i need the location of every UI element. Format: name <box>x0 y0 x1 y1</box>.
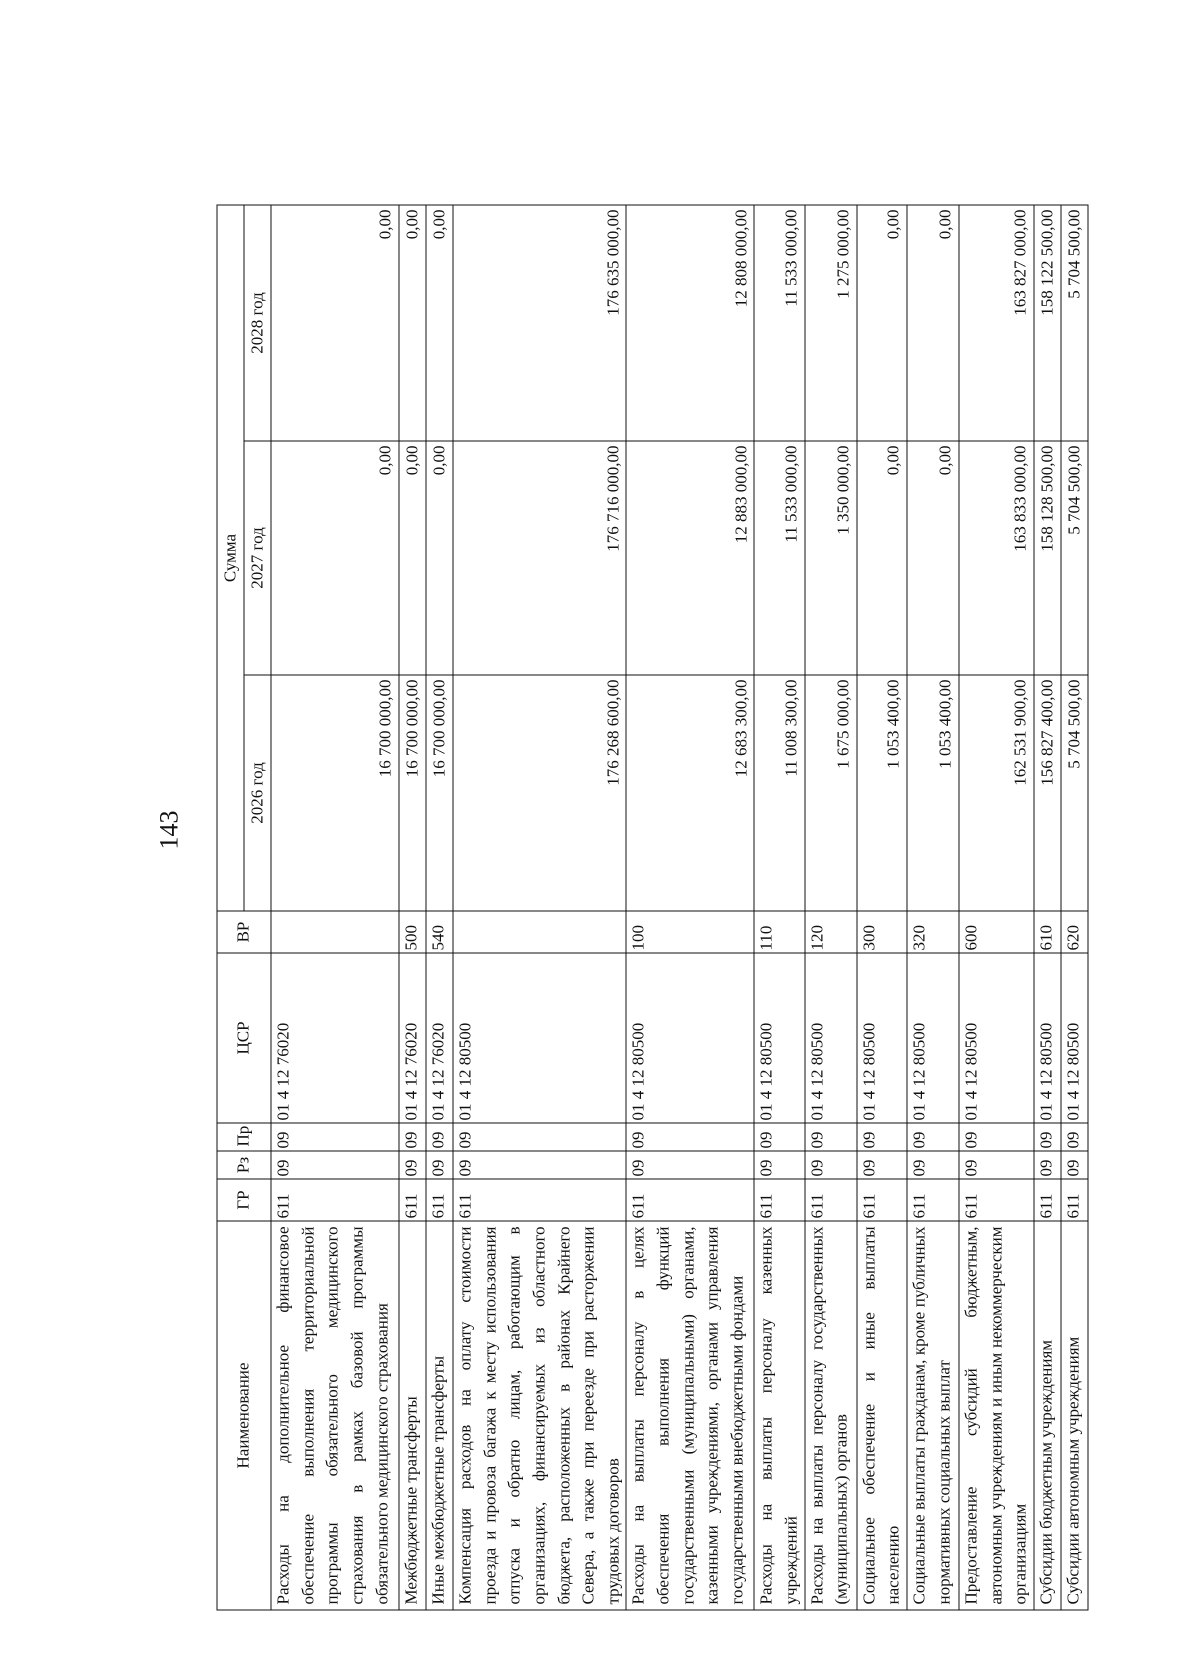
row-2026: 156 827 400,00 <box>1034 675 1061 911</box>
table-row <box>626 205 754 1610</box>
row-pr: 09 <box>1061 1123 1088 1151</box>
row-pr: 09 <box>907 1123 959 1151</box>
table-row <box>399 205 426 1610</box>
row-csr: 01 4 12 80500 <box>453 953 626 1123</box>
header-2028: 2028 год <box>244 205 271 441</box>
row-gr: 611 <box>271 1179 399 1221</box>
row-2028: 1 275 000,00 <box>805 205 857 441</box>
header-pr: Пр <box>217 1123 271 1151</box>
header-csr: ЦСР <box>217 953 271 1123</box>
header-2027: 2027 год <box>244 441 271 675</box>
row-2028: 158 122 500,00 <box>1034 205 1061 441</box>
row-rz: 09 <box>857 1151 907 1179</box>
table-row <box>1061 205 1088 1610</box>
row-rz: 09 <box>453 1151 626 1179</box>
row-vr: 610 <box>1034 911 1061 953</box>
row-2028: 0,00 <box>907 205 959 441</box>
row-csr: 01 4 12 80500 <box>1061 953 1088 1123</box>
table-row <box>1034 205 1061 1610</box>
row-2027: 0,00 <box>399 441 426 675</box>
row-2027: 163 833 000,00 <box>959 441 1034 675</box>
row-2027: 5 704 500,00 <box>1061 441 1088 675</box>
row-name: Расходы на выплаты персоналу в целях обеспечения выполнения функций государственными (муниципальными) органами, казенными учреждениями, органами управления государственными внебюджетными фондами <box>626 1221 754 1610</box>
header-gr: ГР <box>217 1179 271 1221</box>
row-vr <box>453 911 626 953</box>
row-name: Предоставление субсидий бюджетным, автономным учреждениям и иным некоммерческим организациям <box>959 1221 1034 1610</box>
row-rz: 09 <box>754 1151 804 1179</box>
row-gr: 611 <box>453 1179 626 1221</box>
table-row <box>754 205 804 1610</box>
row-pr: 09 <box>805 1123 857 1151</box>
row-2028: 0,00 <box>857 205 907 441</box>
row-2026: 5 704 500,00 <box>1061 675 1088 911</box>
row-pr: 09 <box>857 1123 907 1151</box>
table-row <box>426 205 453 1610</box>
row-csr: 01 4 12 76020 <box>271 953 399 1123</box>
row-2028: 5 704 500,00 <box>1061 205 1088 441</box>
row-2026: 11 008 300,00 <box>754 675 804 911</box>
row-csr: 01 4 12 80500 <box>1034 953 1061 1123</box>
row-name: Социальное обеспечение и иные выплаты населению <box>857 1221 907 1610</box>
table-row <box>271 205 399 1610</box>
row-vr: 110 <box>754 911 804 953</box>
row-name: Расходы на дополнительное финансовое обеспечение выполнения территориальной программы обязательного медицинского страхования в рамках базовой программы обязательного медицинского страхования <box>271 1221 399 1610</box>
header-sum: Сумма <box>217 205 244 911</box>
row-vr: 620 <box>1061 911 1088 953</box>
row-2027: 0,00 <box>907 441 959 675</box>
row-vr: 320 <box>907 911 959 953</box>
row-rz: 09 <box>805 1151 857 1179</box>
row-gr: 611 <box>626 1179 754 1221</box>
row-csr: 01 4 12 80500 <box>805 953 857 1123</box>
row-pr: 09 <box>754 1123 804 1151</box>
row-2028: 163 827 000,00 <box>959 205 1034 441</box>
row-2026: 1 675 000,00 <box>805 675 857 911</box>
row-vr: 500 <box>399 911 426 953</box>
row-2028: 0,00 <box>271 205 399 441</box>
row-gr: 611 <box>857 1179 907 1221</box>
row-pr: 09 <box>426 1123 453 1151</box>
row-2027: 12 883 000,00 <box>626 441 754 675</box>
row-name: Иные межбюджетные трансферты <box>426 1221 453 1610</box>
row-2026: 12 683 300,00 <box>626 675 754 911</box>
row-2027: 0,00 <box>426 441 453 675</box>
header-vr: ВР <box>217 911 271 953</box>
row-name: Субсидии бюджетным учреждениям <box>1034 1221 1061 1610</box>
table-row <box>453 205 626 1610</box>
table-row <box>959 205 1034 1610</box>
row-name: Расходы на выплаты персоналу казенных учреждений <box>754 1221 804 1610</box>
row-gr: 611 <box>805 1179 857 1221</box>
row-csr: 01 4 12 76020 <box>399 953 426 1123</box>
row-csr: 01 4 12 80500 <box>959 953 1034 1123</box>
row-rz: 09 <box>1061 1151 1088 1179</box>
row-rz: 09 <box>399 1151 426 1179</box>
row-gr: 611 <box>1061 1179 1088 1221</box>
row-csr: 01 4 12 80500 <box>857 953 907 1123</box>
row-2027: 0,00 <box>271 441 399 675</box>
row-2028: 176 635 000,00 <box>453 205 626 441</box>
table-row <box>805 205 857 1610</box>
row-2026: 162 531 900,00 <box>959 675 1034 911</box>
rotated-table-container <box>217 206 1084 1611</box>
row-2027: 11 533 000,00 <box>754 441 804 675</box>
row-2027: 176 716 000,00 <box>453 441 626 675</box>
header-name: Наименование <box>217 1221 271 1610</box>
row-pr: 09 <box>959 1123 1034 1151</box>
header-2026: 2026 год <box>244 675 271 911</box>
row-2026: 176 268 600,00 <box>453 675 626 911</box>
row-pr: 09 <box>271 1123 399 1151</box>
row-gr: 611 <box>426 1179 453 1221</box>
row-vr: 100 <box>626 911 754 953</box>
row-csr: 01 4 12 80500 <box>907 953 959 1123</box>
row-2026: 16 700 000,00 <box>271 675 399 911</box>
row-gr: 611 <box>399 1179 426 1221</box>
budget-table <box>217 205 1089 1611</box>
row-csr: 01 4 12 80500 <box>626 953 754 1123</box>
row-pr: 09 <box>1034 1123 1061 1151</box>
row-2026: 16 700 000,00 <box>399 675 426 911</box>
row-vr <box>271 911 399 953</box>
row-csr: 01 4 12 76020 <box>426 953 453 1123</box>
row-rz: 09 <box>271 1151 399 1179</box>
row-gr: 611 <box>1034 1179 1061 1221</box>
row-rz: 09 <box>959 1151 1034 1179</box>
row-pr: 09 <box>453 1123 626 1151</box>
row-2026: 16 700 000,00 <box>426 675 453 911</box>
row-gr: 611 <box>754 1179 804 1221</box>
row-pr: 09 <box>626 1123 754 1151</box>
row-2027: 0,00 <box>857 441 907 675</box>
row-gr: 611 <box>959 1179 1034 1221</box>
row-vr: 540 <box>426 911 453 953</box>
row-gr: 611 <box>907 1179 959 1221</box>
header-rz: Рз <box>217 1151 271 1179</box>
row-2028: 0,00 <box>399 205 426 441</box>
row-name: Социальные выплаты гражданам, кроме публичных нормативных социальных выплат <box>907 1221 959 1610</box>
row-vr: 120 <box>805 911 857 953</box>
row-name: Межбюджетные трансферты <box>399 1221 426 1610</box>
page-number: 143 <box>154 810 184 850</box>
table-row <box>857 205 907 1610</box>
row-2026: 1 053 400,00 <box>907 675 959 911</box>
row-2028: 0,00 <box>426 205 453 441</box>
row-vr: 600 <box>959 911 1034 953</box>
row-2026: 1 053 400,00 <box>857 675 907 911</box>
row-rz: 09 <box>1034 1151 1061 1179</box>
row-rz: 09 <box>426 1151 453 1179</box>
table-header-row <box>217 205 244 1610</box>
row-2028: 11 533 000,00 <box>754 205 804 441</box>
row-rz: 09 <box>626 1151 754 1179</box>
table-row <box>907 205 959 1610</box>
row-rz: 09 <box>907 1151 959 1179</box>
row-2027: 158 128 500,00 <box>1034 441 1061 675</box>
row-vr: 300 <box>857 911 907 953</box>
row-2027: 1 350 000,00 <box>805 441 857 675</box>
row-csr: 01 4 12 80500 <box>754 953 804 1123</box>
row-name: Субсидии автономным учреждениям <box>1061 1221 1088 1610</box>
row-name: Компенсация расходов на оплату стоимости проезда и провоза багажа к месту использования отпуска и обратно лицам, работающим в организациях, финансируемых из областного бюджета, расположенных в районах Крайнего Севера, а также при переезде при расторжении трудовых договоров <box>453 1221 626 1610</box>
row-2028: 12 808 000,00 <box>626 205 754 441</box>
row-name: Расходы на выплаты персоналу государственных (муниципальных) органов <box>805 1221 857 1610</box>
row-pr: 09 <box>399 1123 426 1151</box>
